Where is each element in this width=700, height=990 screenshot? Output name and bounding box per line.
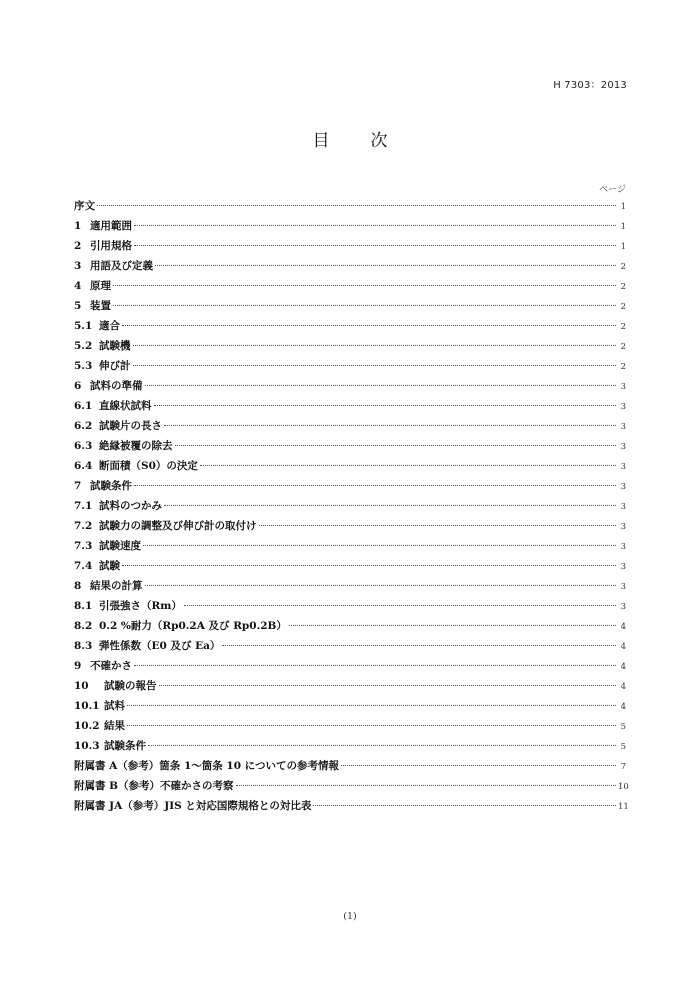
toc-entry-label: 弾性係数（E0 及び Ea）: [99, 640, 221, 652]
toc-entry-label: 結果の計算: [90, 580, 143, 592]
dot-leader: [134, 245, 616, 246]
dot-leader: [154, 405, 617, 406]
toc-entry-number: 6.3: [74, 440, 93, 452]
dot-leader: [341, 765, 616, 766]
toc-entry-page: 3: [620, 382, 626, 392]
dot-leader: [127, 705, 616, 706]
toc-entry-number: 7.4: [74, 560, 93, 572]
dot-leader: [259, 525, 617, 526]
dot-leader: [134, 225, 616, 226]
toc-entry-page: 4: [620, 682, 626, 692]
page-column-label: ページ: [599, 185, 626, 195]
toc-entry-label: 装置: [90, 300, 111, 312]
toc-entry-label: 試験の報告: [104, 680, 157, 692]
toc-entry-page: 1: [620, 202, 626, 212]
toc-entry-page: 2: [620, 322, 626, 332]
toc-entry-number: 5.1: [74, 320, 93, 332]
toc-entry-page: 3: [620, 562, 626, 572]
toc-entry[interactable]: [74, 758, 626, 778]
toc-entry-number: 7.3: [74, 540, 93, 552]
toc-entry[interactable]: [74, 278, 626, 298]
toc-entry-label: 試験条件: [104, 740, 146, 752]
toc-entry-number: 6.4: [74, 460, 93, 472]
toc-entry[interactable]: [74, 218, 626, 238]
toc-entry-number: 7: [74, 480, 82, 492]
toc-entry-page: 4: [620, 622, 626, 632]
toc-entry[interactable]: [74, 438, 626, 458]
toc-entry-page: 4: [620, 662, 626, 672]
toc-entry-label: 附属書 A（参考）箇条 1～箇条 10 についての参考情報: [74, 760, 339, 772]
dot-leader: [122, 325, 616, 326]
toc-entry-label: 直線状試料: [99, 400, 152, 412]
page-title: 目 次: [312, 131, 400, 151]
toc-entry[interactable]: [74, 638, 626, 658]
toc-entry-label: 試験条件: [90, 480, 132, 492]
dot-leader: [97, 205, 616, 206]
toc-entry-label: 試験: [99, 560, 120, 572]
toc-entry[interactable]: [74, 598, 626, 618]
toc-entry-number: 7.2: [74, 520, 93, 532]
toc-entry-label: 附属書 B（参考）不確かさの考察: [74, 780, 234, 792]
toc-entry-label: 試料: [104, 700, 125, 712]
toc-entry-page: 5: [620, 742, 626, 752]
toc-entry-page: 3: [620, 502, 626, 512]
toc-entry[interactable]: [74, 518, 626, 538]
toc-entry[interactable]: [74, 578, 626, 598]
toc-entry-label: 序文: [74, 200, 95, 212]
toc-entry[interactable]: [74, 778, 629, 798]
dot-leader: [133, 365, 617, 366]
toc-entry-number: 10: [74, 680, 89, 692]
toc-entry-page: 3: [620, 442, 626, 452]
dot-leader: [200, 465, 616, 466]
toc-entry-label: 結果: [104, 720, 125, 732]
dot-leader: [164, 505, 616, 506]
toc-entry-page: 2: [620, 302, 626, 312]
dot-leader: [155, 265, 616, 266]
dot-leader: [113, 305, 616, 306]
toc-entry-number: 6.2: [74, 420, 93, 432]
toc-entry-number: 7.1: [74, 500, 93, 512]
toc-entry[interactable]: [74, 478, 626, 498]
dot-leader: [134, 665, 616, 666]
toc-entry[interactable]: [74, 498, 626, 518]
toc-entry[interactable]: [74, 238, 626, 258]
toc-entry-number: 10.3: [74, 740, 100, 752]
toc-entry-number: 10.1: [74, 700, 100, 712]
dot-leader: [143, 545, 616, 546]
toc-entry[interactable]: [74, 538, 626, 558]
toc-entry-number: 8.2: [74, 620, 93, 632]
toc-entry[interactable]: [74, 738, 626, 758]
toc-entry-number: 10.2: [74, 720, 100, 732]
toc-entry-number: 5.2: [74, 340, 93, 352]
toc-entry-number: 5.3: [74, 360, 93, 372]
toc-entry-page: 2: [620, 362, 626, 372]
toc-entry-label: 試料のつかみ: [99, 500, 162, 512]
toc-entry-number: 9: [74, 660, 82, 672]
toc-entry-label: 引用規格: [90, 240, 132, 252]
toc-entry-label: 試験力の調整及び伸び計の取付け: [99, 520, 257, 532]
toc-entry-page: 10: [618, 782, 629, 792]
toc-entry-label: 適用範囲: [90, 220, 132, 232]
toc-entry-page: 3: [620, 482, 626, 492]
toc-entry-page: 2: [620, 342, 626, 352]
dot-leader: [148, 745, 616, 746]
toc-entry-number: 6.1: [74, 400, 93, 412]
toc-entry-page: 3: [620, 422, 626, 432]
toc-entry-page: 4: [620, 702, 626, 712]
toc-entry-page: 2: [620, 282, 626, 292]
dot-leader: [113, 285, 616, 286]
toc-entry-label: 不確かさ: [90, 660, 132, 672]
toc-entry-page: 3: [620, 402, 626, 412]
toc-entry-page: 5: [620, 722, 626, 732]
toc-entry[interactable]: [74, 378, 626, 398]
toc-entry-label: 附属書 JA（参考）JIS と対応国際規格との対比表: [74, 800, 312, 812]
toc-entry-label: 絶縁被覆の除去: [99, 440, 173, 452]
toc-entry[interactable]: [74, 698, 626, 718]
dot-leader: [134, 485, 616, 486]
toc-entry-page: 11: [618, 802, 629, 812]
toc-entry-number: 2: [74, 240, 82, 252]
toc-entry-page: 7: [620, 762, 626, 772]
toc-entry-label: 0.2 %耐力（Rp0.2A 及び Rp0.2B）: [99, 620, 287, 632]
toc-entry-label: 適合: [99, 320, 120, 332]
dot-leader: [122, 565, 616, 566]
toc-entry-number: 8.1: [74, 600, 93, 612]
toc-entry-number: 1: [74, 220, 82, 232]
toc-entry-page: 3: [620, 602, 626, 612]
toc-entry-page: 3: [620, 542, 626, 552]
toc-entry[interactable]: [74, 358, 626, 378]
toc-entry-label: 断面積（S0）の決定: [99, 460, 198, 472]
toc-entry[interactable]: [74, 258, 626, 278]
toc-entry-page: 2: [620, 262, 626, 272]
dot-leader: [145, 385, 617, 386]
toc-entry[interactable]: [74, 718, 626, 738]
toc-entry-page: 1: [620, 242, 626, 252]
toc-entry-number: 4: [74, 280, 82, 292]
dot-leader: [127, 725, 616, 726]
toc-entry-page: 4: [620, 642, 626, 652]
toc-entry[interactable]: [74, 318, 626, 338]
toc-entry-number: 3: [74, 260, 82, 272]
page-number: (1): [343, 911, 357, 922]
toc-entry[interactable]: [74, 618, 626, 638]
standard-code: H 7303：2013: [553, 80, 627, 91]
dot-leader: [313, 805, 616, 806]
toc-entry-number: 5: [74, 300, 82, 312]
toc-entry-page: 1: [620, 222, 626, 232]
toc-entry-label: 試験機: [99, 340, 131, 352]
toc-entry-label: 試験片の長さ: [99, 420, 162, 432]
toc-entry-page: 3: [620, 582, 626, 592]
toc-entry[interactable]: [74, 338, 626, 358]
dot-leader: [145, 585, 617, 586]
toc-entry-label: 用語及び定義: [90, 260, 153, 272]
toc-entry[interactable]: [74, 458, 626, 478]
toc-entry-label: 伸び計: [99, 360, 131, 372]
toc-entry[interactable]: [74, 198, 626, 218]
toc-entry[interactable]: [74, 298, 626, 318]
dot-leader: [184, 605, 616, 606]
dot-leader: [236, 785, 616, 786]
toc-entry[interactable]: [74, 418, 626, 438]
toc-entry-label: 原理: [90, 280, 111, 292]
toc-entry-page: 3: [620, 522, 626, 532]
toc-entry[interactable]: [74, 798, 629, 818]
toc-entry-label: 試験速度: [99, 540, 141, 552]
dot-leader: [159, 685, 617, 686]
table-of-contents: [74, 198, 629, 818]
toc-entry-page: 3: [620, 462, 626, 472]
toc-entry[interactable]: [74, 558, 626, 578]
dot-leader: [222, 645, 616, 646]
dot-leader: [164, 425, 616, 426]
toc-entry-label: 試料の準備: [90, 380, 143, 392]
dot-leader: [133, 345, 617, 346]
dot-leader: [175, 445, 617, 446]
toc-entry-number: 8.3: [74, 640, 93, 652]
toc-entry-label: 引張強さ（Rm）: [99, 600, 182, 612]
toc-entry[interactable]: [74, 658, 626, 678]
toc-entry-number: 8: [74, 580, 82, 592]
dot-leader: [289, 625, 616, 626]
toc-entry[interactable]: [74, 398, 626, 418]
toc-entry[interactable]: [74, 678, 626, 698]
toc-entry-number: 6: [74, 380, 82, 392]
